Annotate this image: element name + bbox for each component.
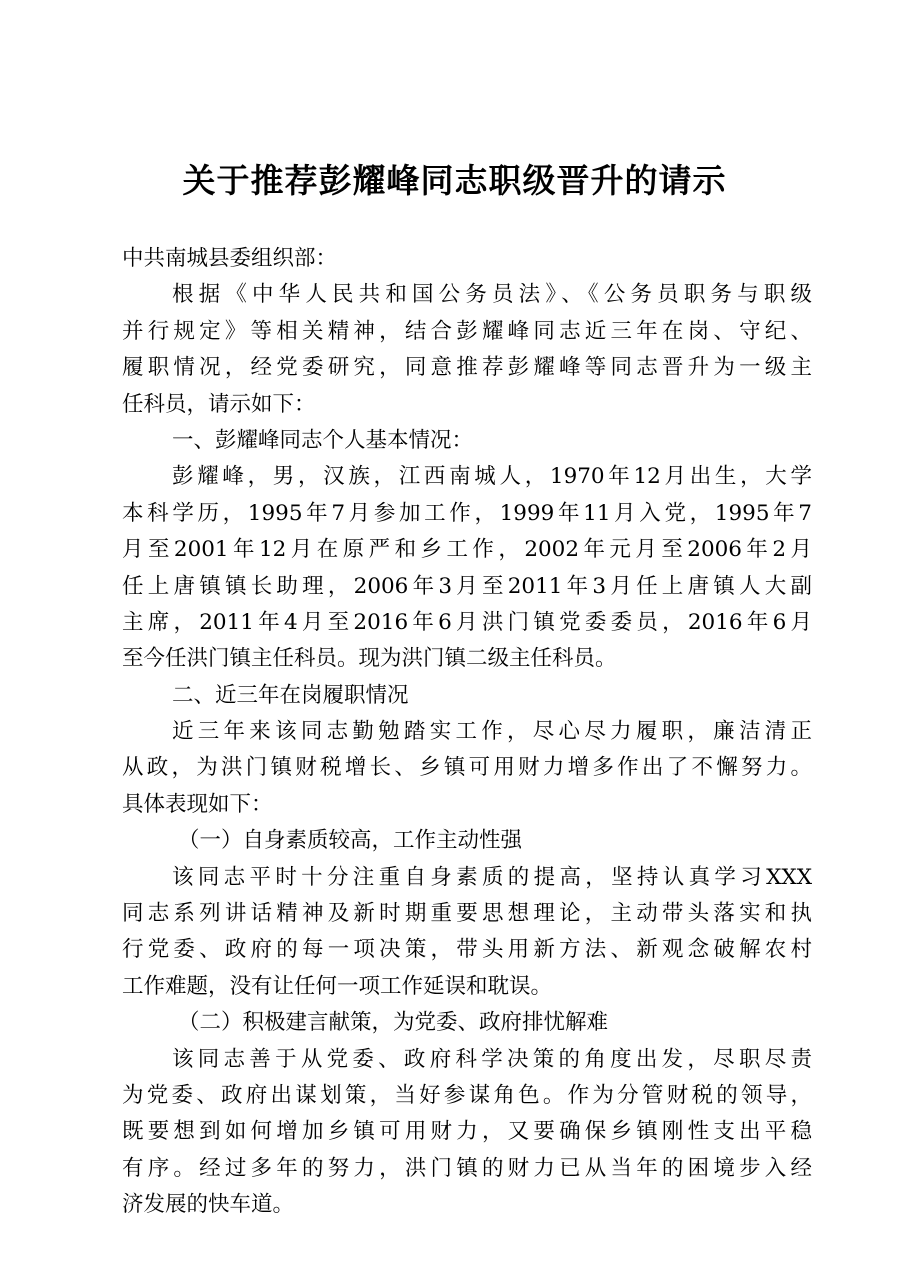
body-line: 具体表现如下： [122,791,273,817]
document-title: 关于推荐彭耀峰同志职级晋升的请示 [182,161,727,200]
body-line: 近三年来该同志勤勉踏实工作，尽心尽力履职，廉洁清正 [172,719,812,745]
body-line: 该同志善于从党委、政府科学决策的角度出发，尽职尽责 [172,1046,812,1072]
body-line: 该同志平时十分注重自身素质的提高，坚持认真学习XXX [172,864,812,890]
body-line: 根据《中华人民共和国公务员法》、《公务员职务与职级 [172,282,812,308]
body-line: 济发展的快车道。 [122,1192,295,1218]
document-body [122,241,812,1224]
body-line: 为党委、政府出谋划策，当好参谋角色。作为分管财税的领导， [122,1082,812,1108]
body-line: （一）自身素质较高，工作主动性强 [178,828,523,854]
body-line: 并行规定》等相关精神，结合彭耀峰同志近三年在岗、守纪、 [122,318,812,344]
body-line: 从政，为洪门镇财税增长、乡镇可用财力增多作出了不懈努力。 [122,755,812,781]
body-line: 至今任洪门镇主任科员。现为洪门镇二级主任科员。 [122,646,617,672]
body-line: 行党委、政府的每一项决策，带头用新方法、新观念破解农村 [122,937,812,963]
body-line: （二）积极建言献策，为党委、政府排忧解难 [178,1010,609,1036]
body-line: 彭耀峰，男，汉族，江西南城人，1970年12月出生，大学 [172,464,812,490]
body-line: 一、彭耀峰同志个人基本情况： [172,427,474,453]
body-line: 二、近三年在岗履职情况 [172,682,409,708]
body-line: 任科员，请示如下： [122,391,316,417]
body-line: 同志系列讲话精神及新时期重要思想理论，主动带头落实和执 [122,901,812,927]
body-line: 中共南城县委组织部： [122,246,338,271]
body-line: 工作难题，没有让任何一项工作延误和耽误。 [122,973,553,999]
body-line: 既要想到如何增加乡镇可用财力，又要确保乡镇刚性支出平稳 [122,1119,812,1145]
body-line: 本科学历，1995年7月参加工作，1999年11月入党，1995年7 [122,500,812,526]
body-line: 月至2001年12月在原严和乡工作，2002年元月至2006年2月 [122,537,812,563]
body-line: 主席，2011年4月至2016年6月洪门镇党委委员，2016年6月 [122,609,812,635]
body-line: 任上唐镇镇长助理，2006年3月至2011年3月任上唐镇人大副 [122,573,812,599]
body-line: 有序。经过多年的努力，洪门镇的财力已从当年的困境步入经 [122,1155,812,1181]
body-line: 履职情况，经党委研究，同意推荐彭耀峰等同志晋升为一级主 [122,355,812,381]
